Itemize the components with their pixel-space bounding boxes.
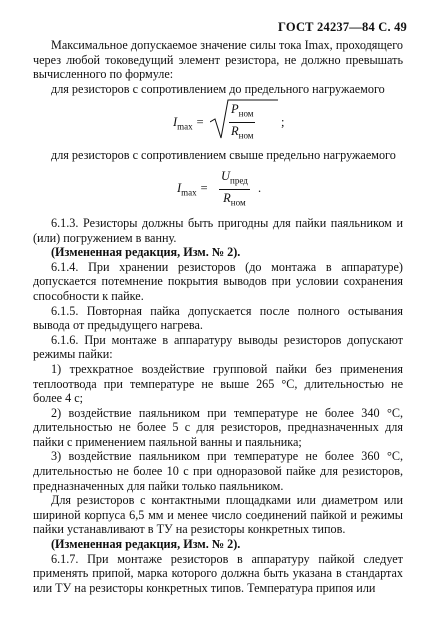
paragraph-6-1-5: 6.1.5. Повторная пайка допускается после полного остывания вывода от предыдущего нагрева.: [33, 303, 403, 333]
paragraph-case-up-to-limit: для резисторов с сопротивлением до предельного нагружаемого: [51, 81, 385, 96]
paragraph-current-limit: Максимальное допускаемое значение силы тока Imax, проходящего через любой токоведущий элемент резистора, не должно превышать вычисленного по формуле:: [33, 38, 403, 82]
list-item-2: 2) воздействие паяльником при температуре не более 340 °С, длительностью не более 5 с для резисторов, предназначенных для пайки с применением паяльной ванны и паяльника;: [33, 405, 403, 449]
paragraph-6-1-6: 6.1.6. При монтаже в аппаратуру выводы резисторов допускают режимы пайки:: [33, 332, 403, 362]
formula2-trail: .: [258, 180, 262, 195]
paragraph-contact-pads: Для резисторов с контактными площадками или диаметром или шириной корпуса 6,5 мм и менее число соединений пайкой и режимы пайки устанавливают в ТУ на резисторы конкретных типов.: [33, 493, 403, 537]
document-body: [33, 38, 403, 595]
formula-fraction: [33, 165, 403, 213]
paragraph-case-above-limit: для резисторов с сопротивлением свыше предельно нагружаемого: [51, 148, 396, 163]
list-item-1: 1) трехкратное воздействие групповой пайки без применения теплоотвода при температуре не выше 265 °С, длительностью не более 4 с;: [33, 361, 403, 406]
formula2-fraction: $U_{пред}$ $R_{ном}$: [221, 168, 248, 208]
paragraph-amendment-2: (Измененная редакция, Изм. № 2).: [51, 537, 241, 552]
formula-sqrt: [33, 98, 403, 146]
paragraph-6-1-3: 6.1.3. Резисторы должны быть пригодны для пайки паяльником и (или) погружением в ванну.: [33, 215, 403, 245]
formula1-trail: ;: [281, 115, 285, 130]
paragraph-6-1-7: 6.1.7. При монтаже резисторов в аппаратуру пайкой следует применять припой, марка которого должна быть указана в стандартах или ТУ на резисторы конкретных типов. Температура припоя или: [33, 551, 403, 595]
paragraph-amendment-1: (Измененная редакция, Изм. № 2).: [51, 245, 241, 260]
page-header: ГОСТ 24237—84 С. 49: [278, 20, 407, 34]
list-item-3: 3) воздействие паяльником при температуре не более 360 °С, длительностью не более 10 с при одноразовой пайке для резисторов, предназначенных для пайки только паяльником.: [33, 449, 403, 493]
formula1-lhs: $I_{max}$ =: [173, 115, 205, 132]
formula1-fraction: $P_{ном}$ $R_{ном}$: [231, 102, 254, 141]
paragraph-6-1-4: 6.1.4. При хранении резисторов (до монтажа в аппаратуре) допускается потемнение покрытия выводов при условии сохранения способности к пайке.: [33, 259, 403, 303]
formula2-lhs: $I_{max}$ =: [177, 180, 209, 198]
